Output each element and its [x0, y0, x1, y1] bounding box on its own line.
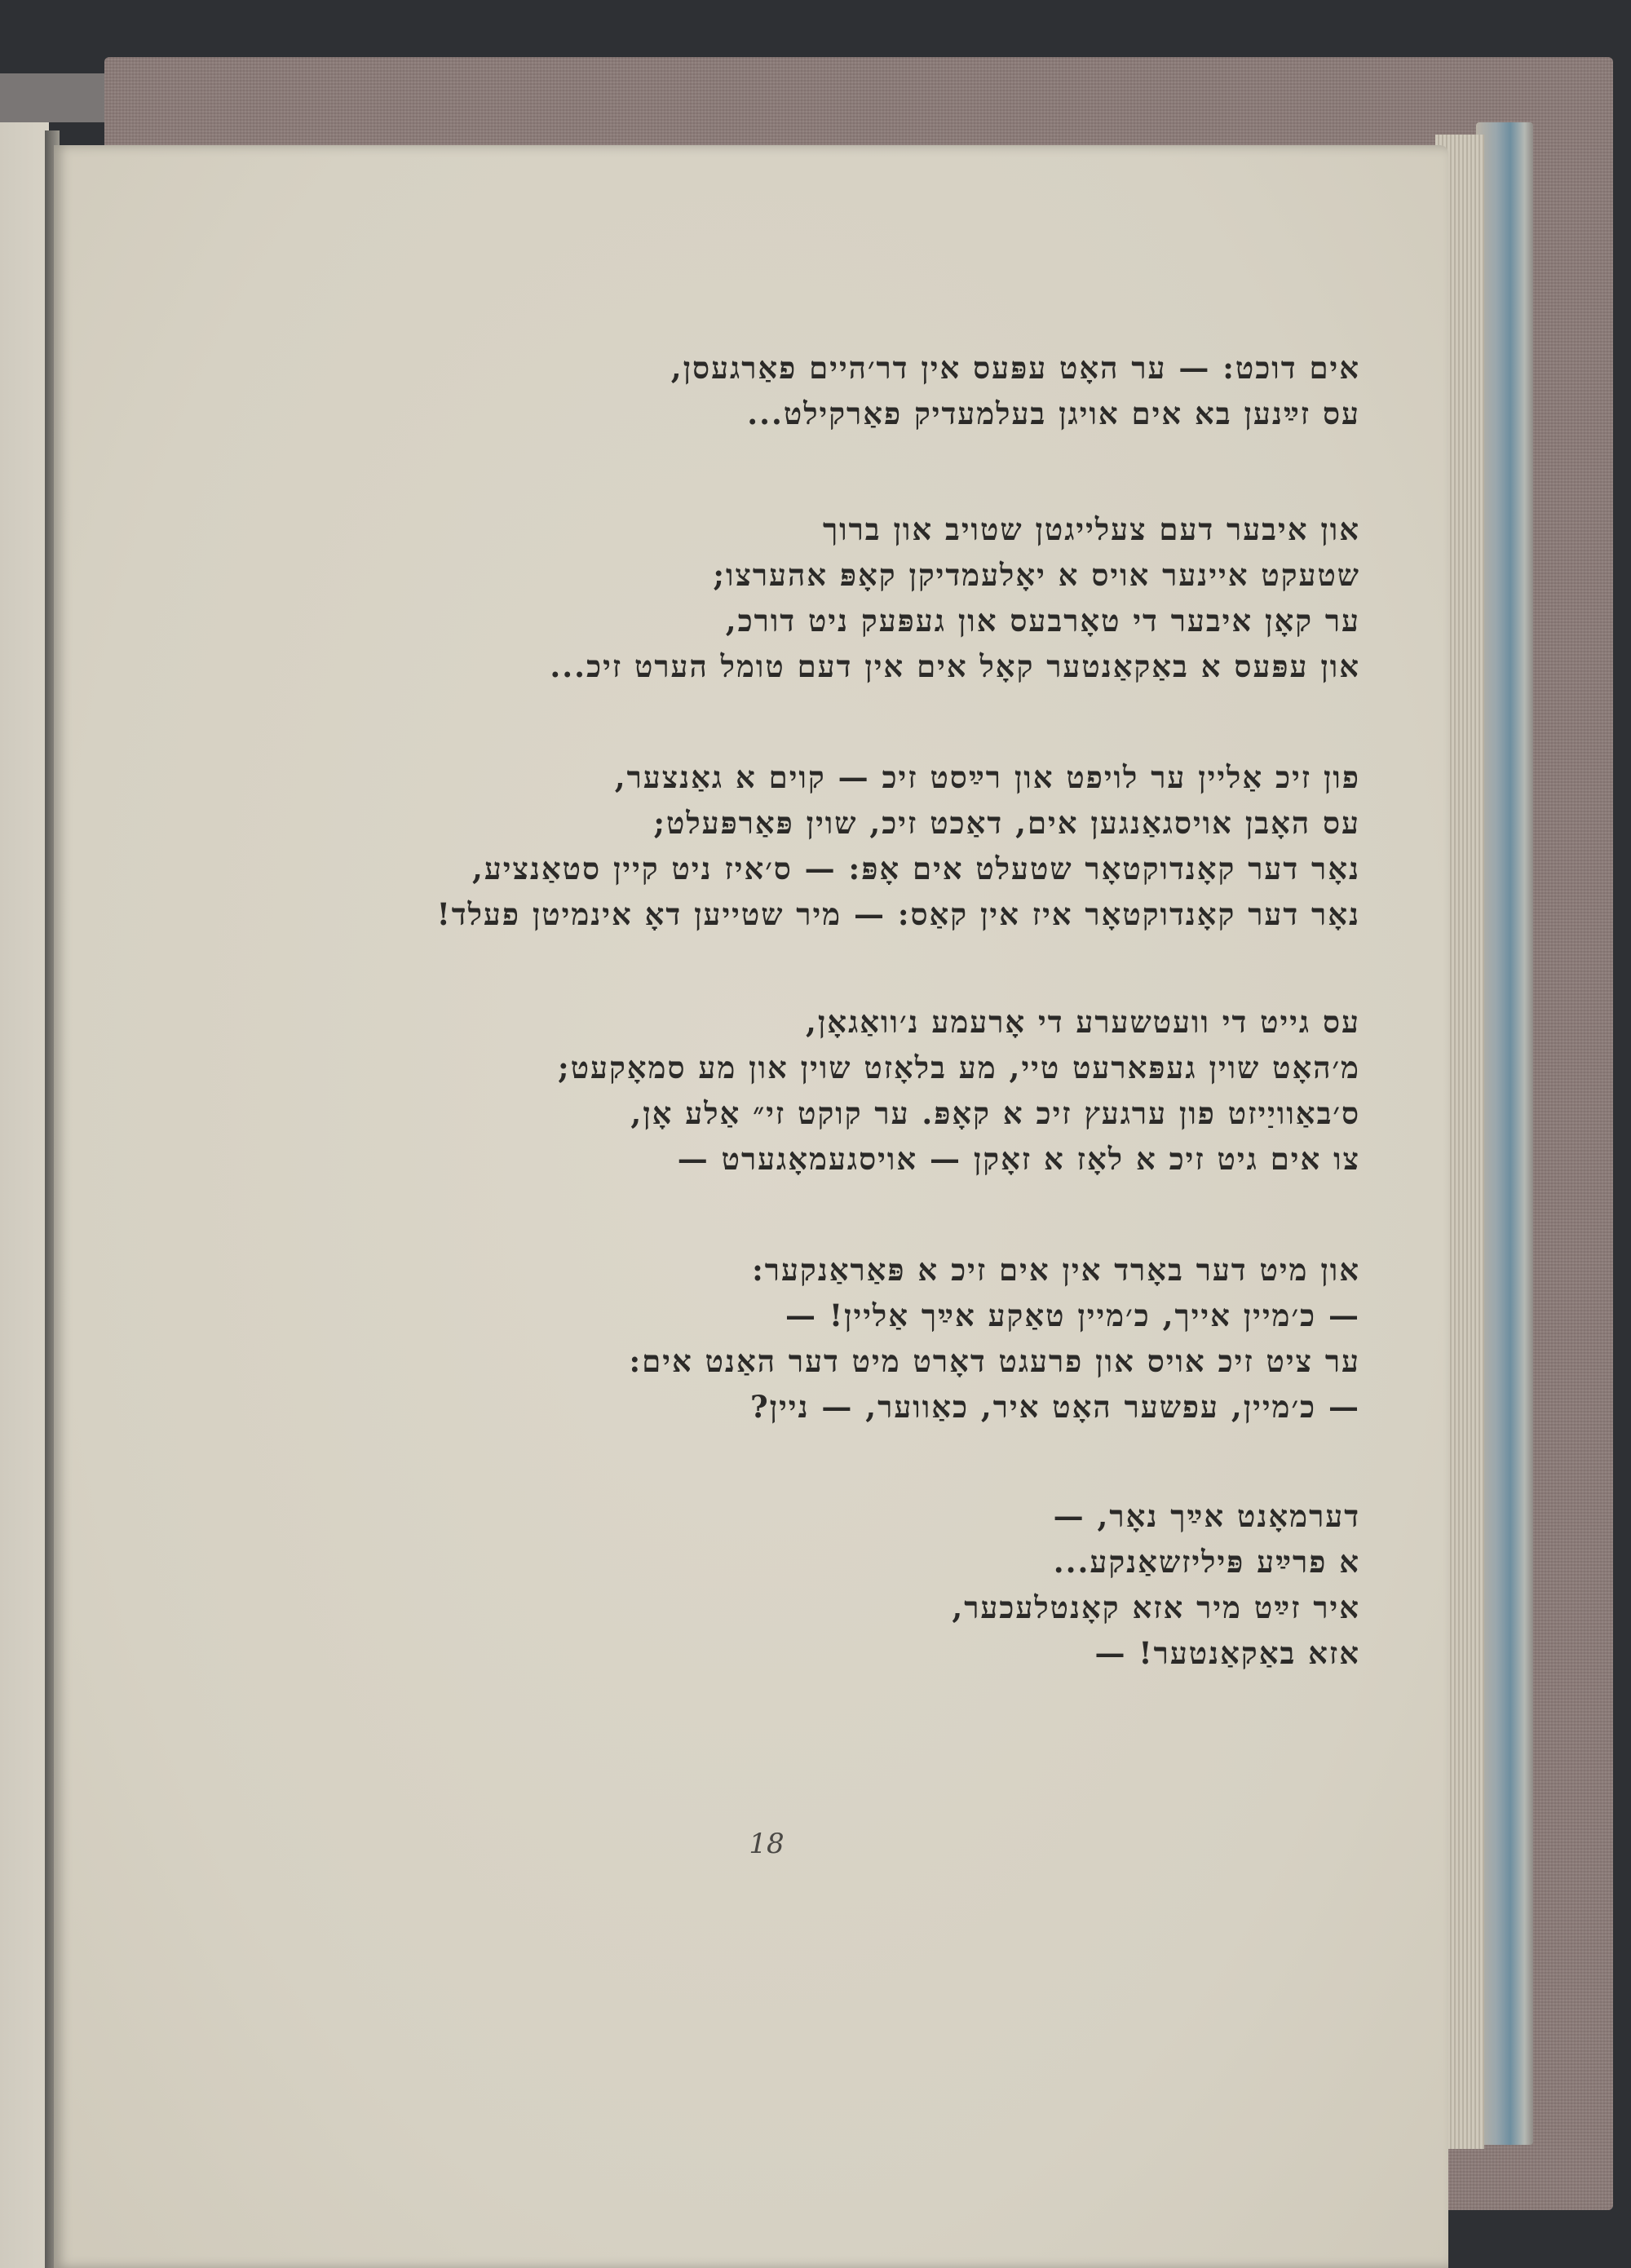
- poem-line: אים דוכט: — ער האָט עפּעס אין דר׳היים פאַרגעסן,: [670, 350, 1360, 386]
- poem-line: נאָר דער קאָנדוקטאָר איז אין קאַס: — מיר שטייען דאָ אינמיטן פעלד!: [436, 896, 1360, 932]
- stanza-4: [137, 999, 1360, 1182]
- left-page: [0, 122, 49, 2268]
- poem-line: — כ׳מיין, עפשער האָט איר, כאַווער, — ניין?: [749, 1389, 1360, 1425]
- poem-line: — כ׳מיין אייך, כ׳מיין טאַקע אײַך אַליין! —: [785, 1298, 1360, 1333]
- poem-line: אזא באַקאַנטער! —: [1094, 1635, 1360, 1671]
- stanza-3: [137, 754, 1360, 937]
- marbled-page-edge: [1476, 122, 1533, 2145]
- poem-line: און עפּעס א באַקאַנטער קאָל אים אין דעם טומל הערט זיכ...: [550, 648, 1360, 684]
- poem-line: און איבער דעם צעלייגטן שטויב און ברוך: [822, 511, 1360, 547]
- stanza-6: [137, 1493, 1360, 1676]
- poem-line: צו אים גיט זיכ א לאָז א זאָקן — אויסגעמאָגערט —: [677, 1141, 1360, 1177]
- poem-line: מ׳האָט שוין געפּארעט טיי, מע בלאָזט שוין און מע סמאָקעט;: [558, 1050, 1360, 1085]
- poem-line: ער קאָן איבער די טאָרבעס און געפּעק ניט דורכ,: [725, 603, 1360, 639]
- poem-line: איר זײַט מיר אזא קאָנטלעכער,: [952, 1589, 1360, 1625]
- poem-line: פון זיכ אַליין ער לויפט און רײַסט זיכ — קוים א גאַנצער,: [614, 759, 1360, 795]
- poem-line: עס זײַנען בא אים אויגן בעלמעדיק פאַרקילט...: [747, 396, 1360, 431]
- poem-line: עס גייט די וועטשערע די אָרעמע נ׳וואַגאָן,: [806, 1004, 1360, 1040]
- stanza-5: [137, 1247, 1360, 1430]
- stanza-1: [137, 345, 1360, 436]
- stanza-2: [137, 506, 1360, 689]
- poem-line: עס האָבן אויסגאַנגען אים, דאַכט זיכ, שוין פּאַרפּעלט;: [653, 805, 1360, 841]
- book-page: [54, 145, 1448, 2268]
- poem-line: ס׳באַוויַיזט פון ערגעץ זיכ א קאָפּ. ער קוקט זי״ אַלע אָן,: [630, 1095, 1360, 1131]
- page-number: 18: [749, 1828, 785, 1860]
- poem-line: שטעקט איינער אויס א יאָלעמדיקן קאָפּ אהערצו;: [713, 557, 1360, 593]
- poem-line: און מיט דער באָרד אין אים זיכ א פּאַראַנקער:: [752, 1252, 1360, 1288]
- poem-text: [137, 345, 1360, 1676]
- poem-line: דערמאָנט אײַך נאָר, —: [1053, 1498, 1360, 1534]
- poem-line: ער ציט זיכ אויס און פרעגט דאָרט מיט דער האַנט אים:: [629, 1343, 1360, 1379]
- binding-strip: [0, 73, 114, 122]
- poem-line: נאָר דער קאָנדוקטאָר שטעלט אים אָפּ: — ס׳איז ניט קיין סטאַנציע,: [471, 851, 1360, 886]
- poem-line: א פרײַע פּיליזשאַנקע...: [1053, 1544, 1360, 1580]
